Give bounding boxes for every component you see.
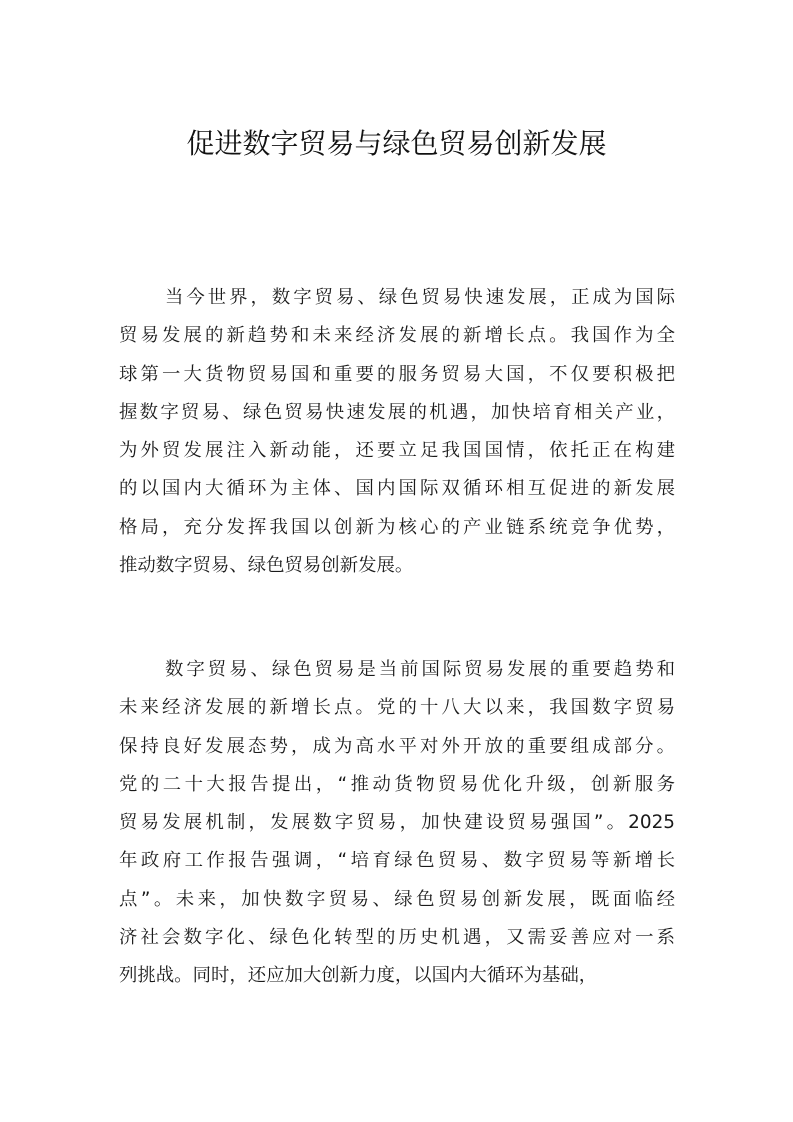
paragraph-line: 贸易发展的新趋势和未来经济发展的新增长点。我国作为全 (119, 325, 675, 347)
paragraph-line: 党的二十大报告提出，“推动货物贸易优化升级，创新服务 (119, 773, 675, 795)
paragraph-line: 列挑战。同时，还应加大创新力度，以国内大循环为基础， (119, 965, 598, 987)
paragraph-line: 数字贸易、绿色贸易是当前国际贸易发展的重要趋势和 (165, 659, 675, 680)
paragraph-line: 握数字贸易、绿色贸易快速发展的机遇，加快培育相关产业， (119, 401, 675, 423)
paragraph-line: 球第一大货物贸易国和重要的服务贸易大国，不仅要积极把 (119, 363, 675, 385)
paragraph-line: 保持良好发展态势，成为高水平对外开放的重要组成部分。 (119, 735, 675, 757)
paragraph-line: 当今世界，数字贸易、绿色贸易快速发展，正成为国际 (165, 287, 675, 308)
paragraph-2 (119, 651, 675, 996)
paragraph-line: 点”。未来，加快数字贸易、绿色贸易创新发展，既面临经 (119, 888, 675, 910)
paragraph-line: 年政府工作报告强调，“培育绿色贸易、数字贸易等新增长 (119, 850, 675, 872)
paragraph-1 (119, 279, 675, 585)
paragraph-line: 的以国内大循环为主体、国内国际双循环相互促进的新发展 (119, 478, 675, 500)
paragraph-line: 格局，充分发挥我国以创新为核心的产业链系统竞争优势， (119, 516, 675, 538)
paragraph-line: 未来经济发展的新增长点。党的十八大以来，我国数字贸易 (119, 697, 675, 719)
paragraph-line: 为外贸发展注入新动能，还要立足我国国情，依托正在构建 (119, 440, 675, 462)
paragraph-line: 贸易发展机制，发展数字贸易，加快建设贸易强国”。2025 (119, 812, 675, 834)
paragraph-line: 济社会数字化、绿色化转型的历史机遇，又需妥善应对一系 (119, 927, 675, 949)
document-title: 促进数字贸易与绿色贸易创新发展 (186, 127, 607, 160)
paragraph-line: 推动数字贸易、绿色贸易创新发展。 (119, 555, 414, 577)
